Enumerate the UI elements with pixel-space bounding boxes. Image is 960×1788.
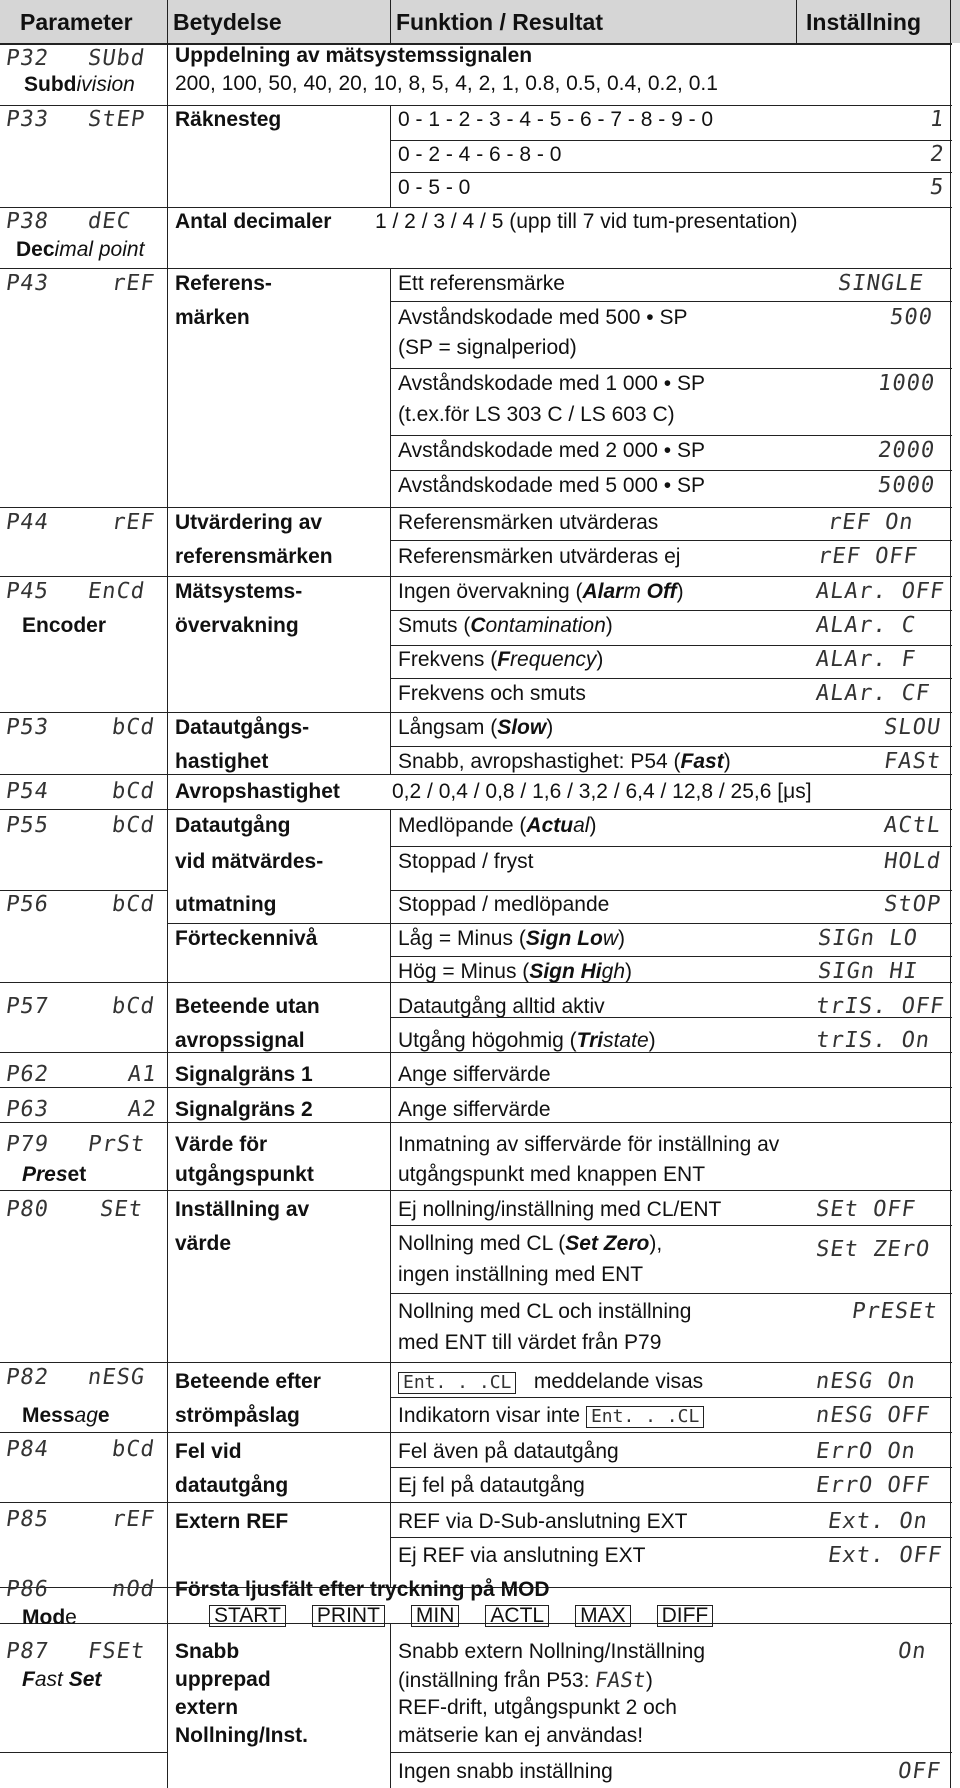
row-title: Avropshastighet	[175, 780, 340, 803]
key-min: MIN	[411, 1605, 460, 1627]
row-values: 0,2 / 0,4 / 0,8 / 1,6 / 3,2 / 6,4 / 12,8 / 25,6 [μs]	[392, 780, 812, 803]
function-text: Ett referensmärke	[398, 272, 565, 295]
param-subtitle: Encoder	[22, 614, 107, 637]
setting-value: SEt ZErO	[814, 1237, 932, 1262]
column-divider	[390, 105, 391, 207]
param-code: P63	[4, 1097, 51, 1122]
function-text: Ange siffervärde	[398, 1063, 551, 1086]
param-lcd-name: rEF	[110, 271, 157, 296]
param-code: P44	[4, 510, 51, 535]
function-text: Avståndskodade med 500 • SP	[398, 306, 688, 329]
setting-value: rEF On	[826, 510, 916, 535]
row-title: Värde för	[175, 1133, 268, 1156]
row-divider	[0, 1122, 952, 1123]
param-lcd-name: A1	[126, 1062, 159, 1087]
function-text: Snabb extern Nollning/Inställning	[398, 1640, 706, 1663]
key-actl: ACTL	[485, 1605, 549, 1627]
param-lcd-name: FSEt	[86, 1639, 147, 1664]
row-divider	[0, 809, 952, 810]
message-display-box: Ent. . .CL	[398, 1372, 516, 1394]
header-installning: Inställning	[806, 9, 921, 35]
row-divider	[0, 105, 952, 106]
function-text: Referensmärken utvärderas ej	[398, 545, 681, 568]
row-title: Antal decimaler	[175, 210, 332, 233]
subrow-divider	[390, 470, 952, 471]
column-divider	[390, 1623, 391, 1788]
param-code: P55	[4, 813, 51, 838]
param-lcd-name: dEC	[86, 209, 133, 234]
subrow-divider	[390, 610, 952, 611]
function-text: Frekvens och smuts	[398, 682, 586, 705]
row-title: Datautgång	[175, 814, 291, 837]
param-subtitle: Subdivision	[24, 73, 135, 96]
row-title: Signalgräns 1	[175, 1063, 313, 1086]
row-title: datautgång	[175, 1474, 289, 1497]
setting-value: 2	[928, 142, 947, 167]
param-code: P57	[4, 994, 51, 1019]
subrow-divider	[390, 301, 952, 302]
row-title: Utvärdering av	[175, 511, 323, 534]
param-code: P82	[4, 1365, 51, 1390]
function-text: Hög = Minus (Sign High)	[398, 960, 633, 983]
setting-value: PrESEt	[850, 1299, 940, 1324]
setting-value: SEt OFF	[814, 1197, 918, 1222]
setting-value: ACtL	[882, 813, 943, 838]
inline-lcd: FASt	[593, 1668, 648, 1692]
row-values: 1 / 2 / 3 / 4 / 5 (upp till 7 vid tum-presentation)	[375, 210, 798, 233]
function-text: Indikatorn visar inte Ent. . .CL	[398, 1404, 704, 1428]
setting-value: 1000	[876, 371, 937, 396]
param-lcd-name: nESG	[86, 1365, 147, 1390]
row-divider	[0, 1190, 952, 1191]
row-title: extern	[175, 1696, 239, 1719]
setting-value: SINGLE	[836, 271, 926, 296]
function-text: Ingen snabb inställning	[398, 1760, 613, 1783]
setting-value: trIS. On	[814, 1028, 932, 1053]
setting-value: 2000	[876, 438, 937, 463]
row-title: Beteende efter	[175, 1370, 321, 1393]
subrow-divider	[390, 1225, 952, 1226]
function-text: Datautgång alltid aktiv	[398, 995, 605, 1018]
param-code: P53	[4, 715, 51, 740]
param-code: P45	[4, 579, 51, 604]
setting-value: On	[896, 1639, 929, 1664]
function-text: ingen inställning med ENT	[398, 1263, 644, 1286]
setting-value: ALAr. F	[814, 647, 918, 672]
function-text: REF-drift, utgångspunkt 2 och	[398, 1696, 677, 1719]
header-funktion: Funktion / Resultat	[396, 9, 603, 35]
subrow-divider	[390, 172, 952, 173]
row-title: Fel vid	[175, 1440, 242, 1463]
setting-value: ErrO On	[814, 1439, 918, 1464]
function-text: Avståndskodade med 5 000 • SP	[398, 474, 706, 497]
column-divider	[390, 0, 391, 43]
subrow-divider	[390, 746, 952, 747]
row-title: Räknesteg	[175, 108, 282, 131]
setting-value: 500	[888, 305, 935, 330]
row-title: Inställning av	[175, 1198, 310, 1221]
param-code: P32	[4, 46, 51, 71]
param-lcd-name: SEt	[98, 1197, 145, 1222]
function-text: 0 - 5 - 0	[398, 176, 471, 199]
key-print: PRINT	[312, 1605, 385, 1627]
param-code: P38	[4, 209, 51, 234]
message-display-box: Ent. . .CL	[586, 1406, 704, 1428]
function-text: (SP = signalperiod)	[398, 336, 577, 359]
function-text: Stoppad / fryst	[398, 850, 534, 873]
param-code: P62	[4, 1062, 51, 1087]
function-text: Nollning med CL (Set Zero),	[398, 1232, 663, 1255]
function-text: Avståndskodade med 1 000 • SP	[398, 372, 706, 395]
column-divider	[390, 809, 391, 1587]
function-text: Ej nollning/inställning med CL/ENT	[398, 1198, 722, 1221]
setting-value: FASt	[882, 749, 943, 774]
row-title: Nollning/Inst.	[175, 1724, 308, 1747]
function-text: Långsam (Slow)	[398, 716, 554, 739]
function-text: mätserie kan ej användas!	[398, 1724, 644, 1747]
subrow-divider	[390, 1537, 952, 1538]
row-divider	[0, 268, 952, 269]
param-code: P86	[4, 1577, 51, 1602]
subrow-divider	[390, 678, 952, 679]
row-divider	[0, 576, 952, 577]
header-betydelse: Betydelse	[173, 9, 282, 35]
param-lcd-name: A2	[126, 1097, 159, 1122]
function-text: Ent. . .CL meddelande visas	[398, 1370, 703, 1394]
setting-value: 5000	[876, 473, 937, 498]
table-header	[0, 0, 960, 43]
setting-value: ALAr. CF	[814, 681, 932, 706]
row-title: utgångspunkt	[175, 1163, 314, 1186]
row-title: strömpåslag	[175, 1404, 300, 1427]
function-text: Referensmärken utvärderas	[398, 511, 659, 534]
function-text: Nollning med CL och inställning	[398, 1300, 692, 1323]
row-divider	[0, 1502, 952, 1503]
row-title: avropssignal	[175, 1029, 305, 1052]
setting-value: ALAr. OFF	[814, 579, 947, 604]
param-lcd-name: PrSt	[86, 1132, 147, 1157]
row-divider	[0, 774, 952, 775]
row-title: värde	[175, 1232, 232, 1255]
subrow-divider	[390, 890, 952, 891]
setting-value: StOP	[882, 892, 943, 917]
param-code: P87	[4, 1639, 51, 1664]
column-divider	[796, 0, 797, 43]
param-code: P80	[4, 1197, 51, 1222]
row-title: Referens-	[175, 272, 272, 295]
param-lcd-name: StEP	[86, 107, 147, 132]
row-divider	[0, 507, 952, 508]
setting-value: SIGn LO	[816, 926, 920, 951]
param-lcd-name: nOd	[110, 1577, 157, 1602]
function-text: 0 - 2 - 4 - 6 - 8 - 0	[398, 143, 562, 166]
setting-value: SLOU	[882, 715, 943, 740]
function-text: Ingen övervakning (Alarm Off)	[398, 580, 684, 603]
param-code: P54	[4, 779, 51, 804]
subrow-divider	[390, 368, 952, 369]
setting-value: nESG On	[814, 1369, 918, 1394]
setting-value: rEF OFF	[816, 544, 920, 569]
param-code: P85	[4, 1507, 51, 1532]
param-lcd-name: SUbd	[86, 46, 147, 71]
row-divider	[0, 712, 952, 713]
param-subtitle: Mode	[22, 1606, 77, 1629]
row-divider	[0, 1752, 167, 1753]
setting-value: nESG OFF	[814, 1403, 932, 1428]
param-code: P79	[4, 1132, 51, 1157]
row-title: Mätsystems-	[175, 580, 303, 603]
function-text: Inmatning av siffervärde för inställning av	[398, 1133, 780, 1156]
param-lcd-name: bCd	[110, 994, 157, 1019]
row-divider	[0, 890, 167, 891]
key-diff: DIFF	[657, 1605, 714, 1627]
setting-value: Ext. On	[826, 1509, 930, 1534]
function-text: (inställning från P53: FASt)	[398, 1668, 653, 1692]
key-max: MAX	[575, 1605, 631, 1627]
row-title: Första ljusfält efter tryckning på MOD	[175, 1578, 550, 1601]
subrow-divider	[390, 956, 952, 957]
param-lcd-name: bCd	[110, 1437, 157, 1462]
setting-value: trIS. OFF	[814, 994, 947, 1019]
function-text: Frekvens (Frequency)	[398, 648, 604, 671]
setting-value: 5	[928, 175, 947, 200]
function-text: (t.ex.för LS 303 C / LS 603 C)	[398, 403, 675, 426]
column-divider	[390, 268, 391, 774]
row-title: Snabb	[175, 1640, 240, 1663]
function-text: Ange siffervärde	[398, 1098, 551, 1121]
row-title: Beteende utan	[175, 995, 320, 1018]
subrow-divider	[390, 1293, 952, 1294]
key-start: START	[209, 1605, 286, 1627]
mod-key-list	[209, 1604, 713, 1628]
row-divider	[0, 1362, 952, 1363]
function-text: Snabb, avropshastighet: P54 (Fast)	[398, 750, 731, 773]
row-values: 200, 100, 50, 40, 20, 10, 8, 5, 4, 2, 1, 0.8, 0.5, 0.4, 0.2, 0.1	[175, 72, 718, 95]
header-parameter: Parameter	[20, 9, 133, 35]
param-lcd-name: EnCd	[86, 579, 147, 604]
subrow-divider	[167, 923, 952, 924]
subrow-divider	[390, 645, 952, 646]
row-title: upprepad	[175, 1668, 271, 1691]
function-text: Stoppad / medlöpande	[398, 893, 610, 916]
param-code: P84	[4, 1437, 51, 1462]
setting-value: ErrO OFF	[814, 1473, 932, 1498]
subrow-divider	[390, 140, 952, 141]
param-code: P43	[4, 271, 51, 296]
function-text: 0 - 1 - 2 - 3 - 4 - 5 - 6 - 7 - 8 - 9 - 0	[398, 108, 714, 131]
row-title: Förteckennivå	[175, 927, 318, 950]
setting-value: Ext. OFF	[826, 1543, 944, 1568]
param-lcd-name: bCd	[110, 813, 157, 838]
function-text: utgångspunkt med knappen ENT	[398, 1163, 706, 1186]
function-text: Fel även på datautgång	[398, 1440, 619, 1463]
function-text: Låg = Minus (Sign Low)	[398, 927, 625, 950]
function-text: Ej REF via anslutning EXT	[398, 1544, 646, 1567]
function-text: REF via D-Sub-anslutning EXT	[398, 1510, 688, 1533]
param-lcd-name: bCd	[110, 892, 157, 917]
function-text: Medlöpande (Actual)	[398, 814, 597, 837]
subrow-divider	[390, 846, 952, 847]
row-title: hastighet	[175, 750, 269, 773]
row-title: Datautgångs-	[175, 716, 310, 739]
setting-value: OFF	[896, 1759, 943, 1784]
row-title: övervakning	[175, 614, 299, 637]
subrow-divider	[390, 1467, 952, 1468]
row-divider	[0, 1087, 952, 1088]
row-title: utmatning	[175, 893, 277, 916]
setting-value: 1	[928, 107, 947, 132]
row-title: Signalgräns 2	[175, 1098, 313, 1121]
param-subtitle: Message	[22, 1404, 110, 1427]
param-lcd-name: rEF	[110, 1507, 157, 1532]
row-divider	[0, 1432, 952, 1433]
param-lcd-name: rEF	[110, 510, 157, 535]
setting-value: SIGn HI	[816, 959, 920, 984]
row-title: Uppdelning av mätsystemssignalen	[175, 44, 533, 67]
function-text: Avståndskodade med 2 000 • SP	[398, 439, 706, 462]
row-title: märken	[175, 306, 250, 329]
function-text: Ej fel på datautgång	[398, 1474, 585, 1497]
row-title: vid mätvärdes-	[175, 850, 324, 873]
param-code: P33	[4, 107, 51, 132]
setting-value: HOLd	[882, 849, 943, 874]
subrow-divider	[390, 1397, 952, 1398]
param-subtitle: Fast Set	[22, 1668, 102, 1691]
subrow-divider	[390, 540, 952, 541]
setting-value: ALAr. C	[814, 613, 918, 638]
row-title: Extern REF	[175, 1510, 289, 1533]
row-divider	[0, 207, 952, 208]
param-subtitle: Preset	[22, 1163, 87, 1186]
subrow-divider	[390, 435, 952, 436]
param-lcd-name: bCd	[110, 715, 157, 740]
function-text: Smuts (Contamination)	[398, 614, 613, 637]
function-text: Utgång högohmig (Tristate)	[398, 1029, 656, 1052]
function-text: med ENT till värdet från P79	[398, 1331, 662, 1354]
row-title: referensmärken	[175, 545, 333, 568]
param-subtitle: Decimal point	[16, 238, 145, 261]
subrow-divider	[390, 1752, 952, 1753]
param-code: P56	[4, 892, 51, 917]
param-lcd-name: bCd	[110, 779, 157, 804]
